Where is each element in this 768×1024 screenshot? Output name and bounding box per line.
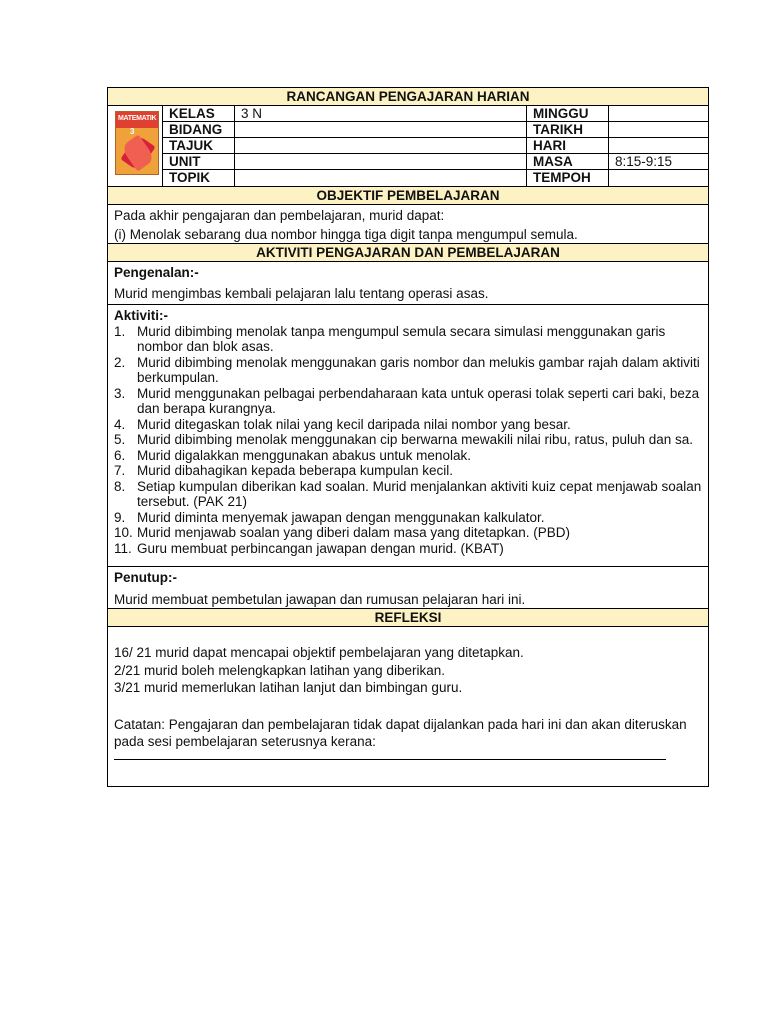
aktiviti-item-text: Murid dibimbing menolak menggunakan garis nombor dan melukis gambar rajah dalam aktiviti berkumpulan. (137, 354, 700, 385)
refleksi-line-2: 2/21 murid boleh melengkapkan latihan yang diberikan. (114, 662, 445, 678)
aktiviti-item-number: 7. (114, 463, 126, 478)
aktiviti-item (114, 541, 702, 557)
info-grid (163, 106, 708, 186)
minggu-label: MINGGU (527, 106, 609, 122)
objektif-heading: OBJEKTIF PEMBELAJARAN (108, 187, 708, 205)
aktiviti-item-number: 6. (114, 447, 126, 463)
aktiviti-heading: AKTIVITI PENGAJARAN DAN PEMBELAJARAN (108, 244, 708, 262)
aktiviti-item-number: 5. (114, 432, 126, 447)
penutup-section (108, 567, 708, 609)
refleksi-line-3: 3/21 murid memerlukan latihan lanjut dan bimbingan guru. (114, 680, 463, 695)
aktiviti-section (108, 305, 708, 567)
catatan-blank-line (114, 759, 666, 760)
aktiviti-item-text: Murid digalakkan menggunakan abakus untuk menolak. (137, 447, 471, 463)
bidang-label: BIDANG (163, 122, 235, 138)
masa-label: MASA (527, 154, 609, 170)
refleksi-heading: REFLEKSI (108, 609, 708, 627)
aktiviti-item-number: 1. (114, 323, 126, 339)
aktiviti-item (114, 386, 702, 417)
aktiviti-item-number: 11. (114, 540, 132, 556)
kelas-label: KELAS (163, 106, 235, 122)
pengenalan-text: Murid mengimbas kembali pelajaran lalu tentang operasi asas. (114, 285, 489, 301)
info-table (108, 106, 708, 187)
aktiviti-item (114, 479, 702, 510)
aktiviti-item (114, 448, 702, 464)
refleksi-section (108, 627, 708, 760)
aktiviti-item-text: Murid menggunakan pelbagai perbendaharaan kata untuk operasi tolak seperti cari baki, beza dan berapa kurangnya. (137, 385, 700, 416)
aktiviti-item (114, 417, 702, 433)
masa-value: 8:15-9:15 (609, 154, 708, 170)
lesson-plan-document (107, 87, 709, 787)
aktiviti-item-number: 4. (114, 416, 126, 432)
aktiviti-item-text: Murid dibahagikan kepada beberapa kumpulan kecil. (137, 463, 453, 478)
pengenalan-section (108, 262, 708, 305)
aktiviti-item (114, 525, 702, 541)
aktiviti-item-text: Murid menjawab soalan yang diberi dalam masa yang ditetapkan. (PBD) (137, 525, 570, 540)
aktiviti-item-number: 8. (114, 478, 126, 494)
aktiviti-item (114, 510, 702, 526)
aktiviti-item (114, 432, 702, 448)
bidang-value (235, 122, 527, 138)
topik-label: TOPIK (163, 170, 235, 186)
penutup-label: Penutup:- (114, 570, 177, 585)
kelas-value: 3 N (235, 106, 527, 122)
aktiviti-label: Aktiviti:- (114, 308, 168, 323)
objektif-section (108, 205, 708, 244)
minggu-value (609, 106, 708, 122)
document-title: RANCANGAN PENGAJARAN HARIAN (108, 88, 708, 106)
tajuk-label: TAJUK (163, 138, 235, 154)
tempoh-value (609, 170, 708, 186)
tempoh-label: TEMPOH (527, 170, 609, 186)
book-grade: 3 (130, 127, 135, 136)
refleksi-line-1: 16/ 21 murid dapat mencapai objektif pembelajaran yang ditetapkan. (114, 645, 524, 660)
math-book-cover-image (115, 111, 159, 175)
topik-value (235, 170, 527, 186)
penutup-text: Murid membuat pembetulan jawapan dan rumusan pelajaran hari ini. (114, 591, 526, 607)
aktiviti-item-number: 9. (114, 509, 126, 525)
hari-label: HARI (527, 138, 609, 154)
pengenalan-label: Pengenalan:- (114, 265, 199, 280)
book-cover-cell (108, 106, 163, 186)
objektif-item: (i) Menolak sebarang dua nombor hingga tiga digit tanpa mengumpul semula. (114, 226, 578, 242)
aktiviti-item-number: 3. (114, 385, 126, 401)
aktiviti-item-number: 10. (114, 525, 133, 540)
aktiviti-item-text: Setiap kumpulan diberikan kad soalan. Murid menjalankan aktiviti kuiz cepat menjawab soalan tersebut. (PAK 21) (137, 478, 702, 509)
aktiviti-item-text: Murid dibimbing menolak tanpa mengumpul semula secara simulasi menggunakan garis nombor dan blok asas. (137, 323, 666, 354)
aktiviti-item (114, 463, 702, 479)
tajuk-value (235, 138, 527, 154)
tarikh-label: TARIKH (527, 122, 609, 138)
tarikh-value (609, 122, 708, 138)
book-title: MATEMATIK (118, 115, 157, 122)
catatan-text: Catatan: Pengajaran dan pembelajaran tidak dapat dijalankan pada hari ini dan akan diteruskan pada sesi pembelajaran seterusnya kerana: (114, 716, 687, 749)
aktiviti-item (114, 324, 702, 355)
hari-value (609, 138, 708, 154)
unit-value (235, 154, 527, 170)
unit-label: UNIT (163, 154, 235, 170)
aktiviti-list (114, 324, 702, 557)
aktiviti-item-text: Murid diminta menyemak jawapan dengan menggunakan kalkulator. (137, 509, 545, 525)
aktiviti-item (114, 355, 702, 386)
objektif-intro: Pada akhir pengajaran dan pembelajaran, murid dapat: (114, 208, 445, 223)
aktiviti-item-number: 2. (114, 354, 126, 370)
aktiviti-item-text: Guru membuat perbincangan jawapan dengan murid. (KBAT) (137, 540, 504, 556)
aktiviti-item-text: Murid dibimbing menolak menggunakan cip berwarna mewakili nilai ribu, ratus, puluh dan sa. (137, 432, 694, 447)
aktiviti-item-text: Murid ditegaskan tolak nilai yang kecil daripada nilai nombor yang besar. (137, 416, 571, 432)
